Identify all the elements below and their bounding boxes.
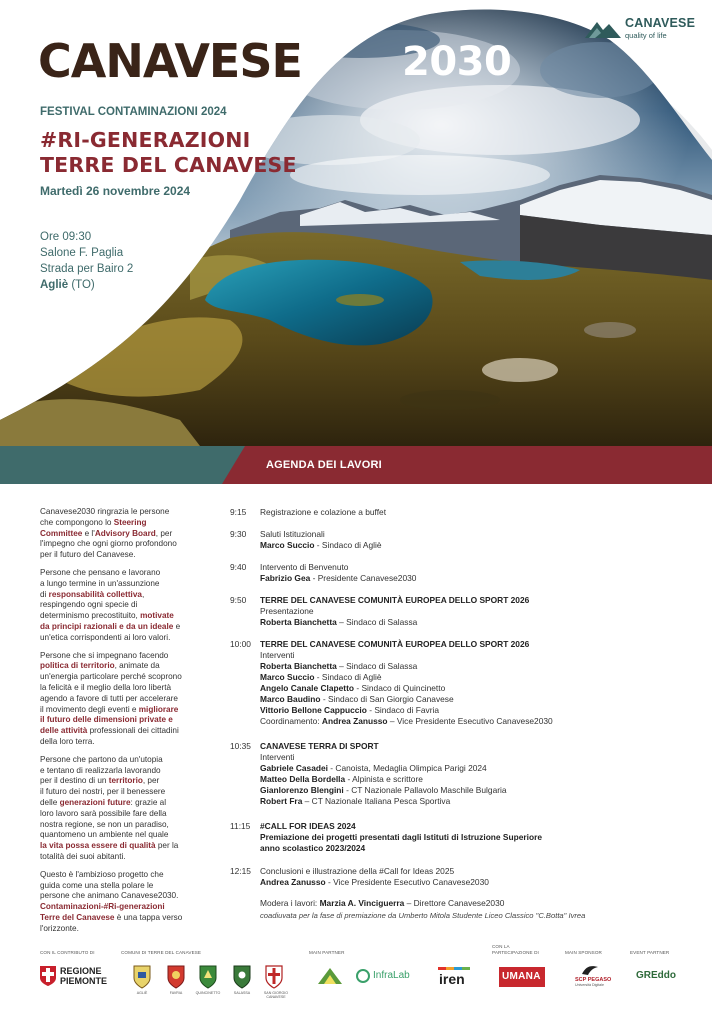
agenda-time: 9:40 (230, 562, 247, 572)
brand-logo (585, 16, 695, 42)
agenda-line: Intervento di Benvenuto (260, 562, 349, 572)
agenda-line: #CALL FOR IDEAS 2024 (260, 821, 356, 831)
agenda-item (230, 866, 690, 888)
agenda-line: Gianlorenzo Blengini - CT Nazionale Pallavolo Maschile Bulgaria (260, 785, 507, 795)
event-street: Strada per Bairo 2 (40, 263, 134, 275)
moderator: Modera i lavori: Marzia A. Vinciguerra – Direttore Canavese2030 (260, 898, 505, 908)
brand-name: CANAVESE (625, 16, 696, 30)
event-city: Agliè (40, 279, 69, 291)
infralab-name: InfraLab (373, 970, 410, 981)
footer-category-main-partner: MAIN PARTNER (309, 950, 345, 955)
agenda-time: 10:35 (230, 741, 251, 751)
agenda-time: 12:15 (230, 866, 251, 876)
town-label: FAVRIA (169, 991, 183, 995)
intro-paragraph: Canavese2030 ringrazia le persone che compongono lo Steering Committee e l'Advisory Board, per l'impegno che ogni giorno profondono per il futuro del Canavese. (40, 507, 177, 560)
agenda-item (230, 821, 690, 854)
agenda-item (230, 741, 690, 807)
iren-name: iren (439, 971, 465, 987)
agenda-heading: AGENDA DEI LAVORI (266, 459, 382, 471)
agenda-line: Interventi (260, 752, 295, 762)
event-province: (TO) (71, 279, 95, 291)
agenda-line: Interventi (260, 650, 295, 660)
agenda-line: Coordinamento: Andrea Zanusso – Vice Presidente Esecutivo Canavese2030 (260, 716, 553, 726)
footer-category-event: EVENT PARTNER (630, 950, 670, 955)
agenda-item (230, 562, 690, 584)
mountain-logo-icon (585, 18, 621, 40)
agenda-line: Vittorio Bellone Cappuccio - Sindaco di Favria (260, 705, 440, 715)
agenda-line: Marco Succio - Sindaco di Agliè (260, 672, 382, 682)
agenda-line: anno scolastico 2023/2024 (260, 843, 366, 853)
town-label: SAN GIORGIO CANAVESE (263, 991, 289, 999)
footer-category-sponsor: MAIN SPONSOR (565, 950, 602, 955)
umana-name: UMANA (502, 971, 541, 982)
quincinetto-crest-icon (200, 966, 216, 988)
agenda-item (230, 507, 690, 518)
festival-name: FESTIVAL CONTAMINAZIONI 2024 (40, 106, 227, 118)
intro-column (40, 507, 208, 941)
hero (0, 0, 712, 446)
agenda-time: 9:50 (230, 595, 247, 605)
agenda-line: Premiazione dei progetti presentati dagli Istituti di Istruzione Superiore (260, 832, 543, 842)
agenda-line: TERRE DEL CANAVESE COMUNITÀ EUROPEA DELLO SPORT 2026 (260, 595, 530, 605)
umana-logo (499, 967, 545, 987)
agenda-line: Conclusioni e illustrazione della #Call for Ideas 2025 (260, 866, 455, 876)
regione-name: REGIONE PIEMONTE (60, 966, 108, 986)
infralab-icon (356, 969, 370, 983)
agenda-line: TERRE DEL CANAVESE COMUNITÀ EUROPEA DELLO SPORT 2026 (260, 639, 530, 649)
intro-paragraph: Persone che partono da un'utopia e tentano di realizzarla lavorando per il destino di un territorio, per il futuro dei nostri, per il benessere delle generazioni future: grazie al loro lavoro sarà possibile fare della nostra regione, se non un paradiso, quantomeno un ambiente nel quale la vita possa essere di qualità per la totalità dei suoi abitanti. (40, 754, 179, 861)
intro-paragraph: Persone che pensano e lavorano a lungo termine in un'assunzione di responsabilità collettiva, respingendo ogni specie di determinismo precostituito, motivate da principi razionali e da un ideale e un'etica corrispondenti ai loro valori. (40, 567, 181, 642)
agenda-time: 9:30 (230, 529, 247, 539)
town-label: SALASSA (233, 991, 251, 995)
agenda-item (230, 595, 690, 628)
agenda-line: Andrea Zanusso - Vice Presidente Esecutivo Canavese2030 (260, 877, 489, 887)
town-label: QUINCINETTO (195, 991, 221, 995)
pegaso-subtitle: Università Digitale (575, 983, 604, 987)
agenda-item (230, 529, 690, 551)
event-title-line1: #RI-GENERAZIONI (40, 128, 251, 152)
event-location (40, 229, 133, 293)
event-title (40, 128, 297, 177)
san-giorgio-crest-icon (266, 966, 282, 988)
agenda-line: Marco Succio - Sindaco di Agliè (260, 540, 382, 550)
agenda-line: Fabrizio Gea - Presidente Canavese2030 (260, 573, 417, 583)
event-time: Ore 09:30 (40, 231, 92, 243)
agenda-line: Robert Fra – CT Nazionale Italiana Pesca Sportiva (260, 796, 451, 806)
moderator-note: coadiuvata per la fase di premiazione da Umberto Mitola Studente Liceo Classico "C.Botta" Ivrea (260, 911, 586, 920)
agenda-line: Presentazione (260, 606, 314, 616)
partner-triangle-logo-icon (318, 966, 342, 986)
intro-paragraph: Questo è l'ambizioso progetto che guida come una stella polare le persone che animano Canavese2030. Contaminazioni-#Ri-generazioni Terre del Canavese è una tappa verso l'orizzonte. (40, 869, 183, 933)
footer-category-partecipazione: CON LA PARTECIPAZIONE DI (492, 944, 539, 955)
event-date: Martedì 26 novembre 2024 (40, 184, 191, 198)
agenda-time: 9:15 (230, 507, 247, 517)
agenda-item (230, 639, 690, 727)
agenda-line: Registrazione e colazione a buffet (260, 507, 387, 517)
agenda-time: 11:15 (230, 821, 251, 831)
town-crests (130, 964, 300, 990)
intro-paragraph: Persone che si impegnano facendo politica di territorio, animate da un'energia particolare perché scoprono la felicità e il meglio della loro libertà agendo a favore di tutti per accelerare il movimento degli eventi e migliorare il futuro delle dimensioni private e delle attività professionali dei cittadini della loro terra. (40, 650, 182, 746)
agenda-line: Saluti Istituzionali (260, 529, 325, 539)
event-title-line2: TERRE DEL CANAVESE (40, 152, 297, 177)
event-venue: Salone F. Paglia (40, 247, 124, 259)
agenda-line: Roberta Bianchetta – Sindaco di Salassa (260, 661, 418, 671)
pegaso-name: SCP PEGASO (575, 977, 612, 983)
footer-category-contributo: CON IL CONTRIBUTO DI (40, 950, 95, 955)
agenda-line: Gabriele Casadei - Canoista, Medaglia Olimpica Parigi 2024 (260, 763, 487, 773)
page-title: CANAVESE (38, 34, 302, 88)
brand-tagline: quality of life (625, 31, 667, 40)
aglie-crest-icon (134, 966, 150, 988)
event-city-row (40, 277, 133, 293)
agenda-line: Marco Baudino - Sindaco di San Giorgio Canavese (260, 694, 454, 704)
town-label: AGLIÈ (136, 991, 148, 995)
footer-category-comuni: COMUNI DI TERRE DEL CANAVESE (121, 950, 202, 955)
agenda-line: Roberta Bianchetta – Sindaco di Salassa (260, 617, 418, 627)
piemonte-crest-icon (40, 966, 56, 986)
favria-crest-icon (168, 966, 184, 988)
agenda-line: CANAVESE TERRA DI SPORT (260, 741, 379, 751)
agenda-line: Matteo Della Bordella - Alpinista e scrittore (260, 774, 423, 784)
agenda-line: Angelo Canale Clapetto - Sindaco di Quincinetto (260, 683, 446, 693)
pegaso-horse-icon (581, 964, 599, 976)
greddo-logo: GREddo (636, 970, 676, 981)
salassa-crest-icon (234, 966, 250, 988)
title-year: 2030 (402, 39, 512, 85)
agenda-time: 10:00 (230, 639, 251, 649)
